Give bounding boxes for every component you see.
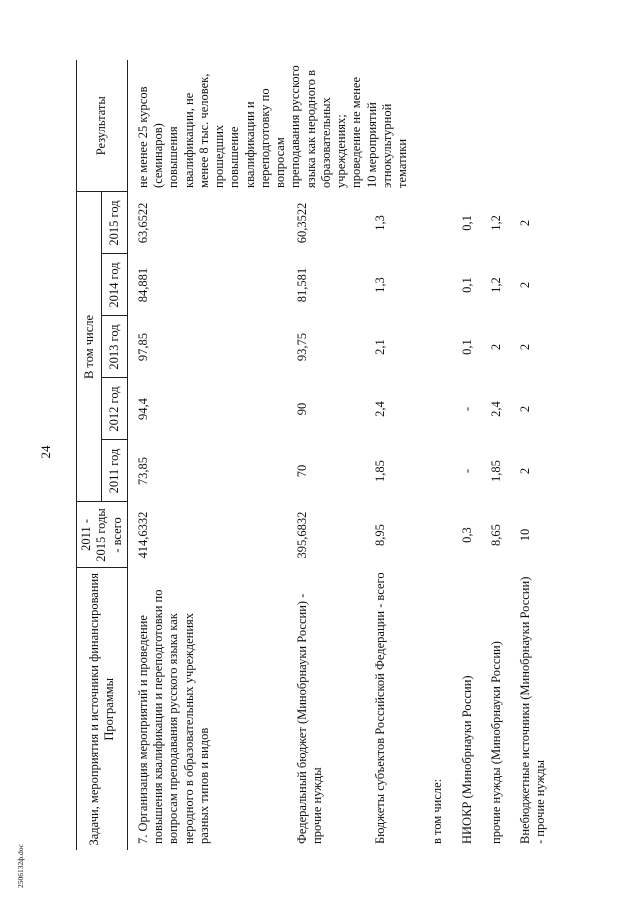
row-2013: 2 xyxy=(488,343,503,351)
row-2011: 70 xyxy=(294,464,309,478)
table-row xyxy=(510,60,555,850)
row-total: 8,65 xyxy=(488,524,503,546)
header-task: Задачи, мероприятия и источники финансирования Программы xyxy=(77,568,128,850)
row-2015: 1,3 xyxy=(372,215,387,231)
row-2014: 84,881 xyxy=(135,267,150,303)
row-2012: - xyxy=(459,406,474,412)
row-2014: 81,581 xyxy=(294,267,309,303)
row-2012: 94,4 xyxy=(135,398,150,420)
row-task: Бюджеты субъектов Российской Федерации - всего xyxy=(372,572,387,844)
row-2014 xyxy=(416,254,451,316)
row-task: 7. Организация мероприятий и проведение повышения квалификации и переподготовки по вопросам преподавания русского языка как неродного в образовательных учреждениях разных типов и видов xyxy=(135,589,211,844)
row-2011: 1,85 xyxy=(488,460,503,482)
row-2015: 0,1 xyxy=(459,215,474,231)
row-total: 8,95 xyxy=(372,524,387,546)
row-2014: 2 xyxy=(518,281,532,289)
row-task: НИОКР (Минобрнауки России) xyxy=(459,675,474,844)
row-result: не менее 25 курсов (семинаров) повышения квалификации, не менее 8 тыс. человек, прошедших повышение квалификации и переподготовку по вопросам преподавания русского языка как неродного в образовательных учреждениях; проведение не менее 10 мероприятий этнокультурной тематики xyxy=(135,65,409,188)
file-stamp: 2506132ф.doc xyxy=(16,844,25,888)
row-total: 0,3 xyxy=(459,527,474,543)
row-task: в том числе: xyxy=(430,778,445,844)
row-2013: 0,1 xyxy=(459,339,474,355)
row-2012: 90 xyxy=(294,402,309,416)
table-row xyxy=(127,60,286,850)
row-2014: 1,3 xyxy=(372,277,387,293)
header-year-2015: 2015 год xyxy=(102,192,127,254)
table-row xyxy=(416,60,451,850)
row-2011: - xyxy=(459,468,474,474)
header-in-that-number: В том числе xyxy=(77,192,102,502)
row-2011: 2 xyxy=(518,467,532,475)
table-row xyxy=(481,60,510,850)
row-2013: 97,85 xyxy=(135,332,150,362)
row-2012: 2,4 xyxy=(372,401,387,417)
row-2012 xyxy=(416,378,451,440)
row-2012: 2 xyxy=(518,405,532,413)
row-2013: 2 xyxy=(518,343,532,351)
row-2015 xyxy=(416,192,451,254)
row-task: Внебюджетные источники (Минобрнауки России) - прочие нужды xyxy=(518,576,548,844)
header-year-2013: 2013 год xyxy=(102,316,127,378)
row-2013: 2,1 xyxy=(372,339,387,355)
row-task: Федеральный бюджет (Минобрнауки России) - прочие нужды xyxy=(294,593,324,844)
row-task: прочие нужды (Минобрнауки России) xyxy=(488,641,503,844)
program-table xyxy=(76,60,555,850)
row-2014: 1,2 xyxy=(488,277,503,293)
rotated-table-container xyxy=(76,60,617,850)
row-2011: 73,85 xyxy=(135,456,150,486)
row-2012: 2,4 xyxy=(488,401,503,417)
header-year-2014: 2014 год xyxy=(102,254,127,316)
row-2014: 0,1 xyxy=(459,277,474,293)
row-2011: 1,85 xyxy=(372,460,387,482)
row-2015: 60,3522 xyxy=(294,202,309,244)
row-2013: 93,75 xyxy=(294,332,309,362)
row-result xyxy=(510,60,555,192)
row-total: 10 xyxy=(518,528,532,542)
row-total: 395,6832 xyxy=(294,511,309,559)
row-2015: 1,2 xyxy=(488,215,503,231)
header-year-2011: 2011 год xyxy=(102,440,127,502)
header-year-2012: 2012 год xyxy=(102,378,127,440)
row-2015: 2 xyxy=(518,219,532,227)
row-result xyxy=(452,60,481,192)
row-total xyxy=(416,502,451,568)
row-2011 xyxy=(416,440,451,502)
row-2013 xyxy=(416,316,451,378)
table-row xyxy=(452,60,481,850)
row-2015: 63,6522 xyxy=(135,202,150,244)
row-result xyxy=(481,60,510,192)
header-results: Результаты xyxy=(77,60,128,192)
header-total: 2011 - 2015 годы - всего xyxy=(77,502,128,568)
row-total: 414,6332 xyxy=(135,511,150,559)
page-number: 24 xyxy=(38,445,53,459)
row-result xyxy=(416,60,451,192)
